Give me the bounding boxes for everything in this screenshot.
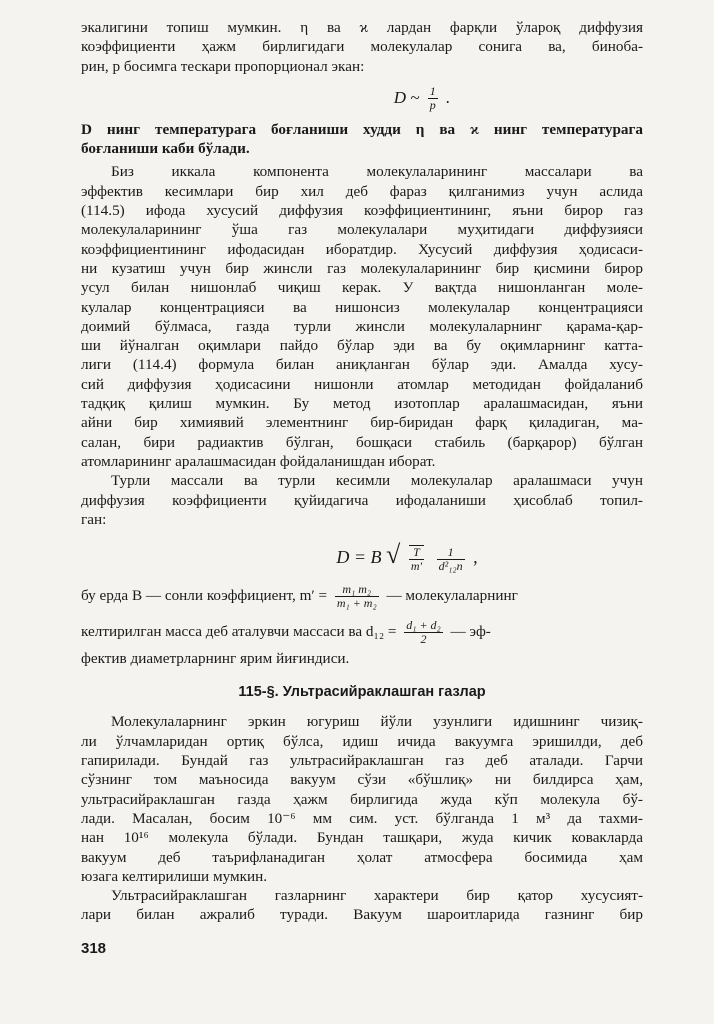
text-line: коэффициенти ҳажм бирлигидаги молекулалар сонига ва, бинобa- (81, 38, 643, 56)
formula-lhs: D ~ (393, 87, 420, 107)
text-line: экалигини топиш мумкин. η ва ϰ лардан фарқли ўлароқ диффузия (81, 19, 643, 36)
diameter-fraction (404, 619, 442, 646)
text-line: салан, бири радиактив бўлган, бошқаси стабиль (барқарор) бўлган (81, 433, 643, 451)
text-line: ши йўналган оқимлари пайдо бўлар эди ва бу оқимларнинг катта- (81, 337, 643, 355)
paragraph-4 (81, 471, 643, 529)
text-line: (114.5) ифода хусусий диффузия коэффициентининг, яъни бирор газ (81, 202, 643, 220)
text-line: коэффициентининг ифодасидан иборатдир. Хусусий диффузия ҳодисаси- (81, 240, 643, 258)
fraction-denominator: m′ (410, 559, 423, 573)
fraction-denominator: 2 (420, 632, 427, 647)
text-line: диффузия коэффициенти қуйидагича ифодаланиши ҳисоблаб топил- (81, 491, 643, 509)
text-line: ни кузатиш учун бир жинсли газ молекулаларининг бир қисмини бирор (81, 259, 643, 277)
formula-lhs: D = B (336, 547, 382, 568)
text-line: боғланиши каби бўлади. (81, 140, 250, 158)
text-span: — эф- (450, 623, 491, 641)
fraction-denominator: m₁ + m₂ (336, 596, 377, 611)
text-line: фектив диаметрларнинг ярим йиғиндиси. (81, 650, 350, 668)
paragraph-6 (81, 712, 643, 886)
text-line: айни бир химиявий элементнинг бир-биридан фарқ қиладиган, ма- (81, 414, 643, 432)
text-line: доимий бўлмаса, газда турли жинсли молекулаларнинг қарама-қар- (81, 317, 643, 335)
formula-tail: . (445, 87, 451, 107)
text-line: кулалар концентрацияси ва нишонсиз молекулалар концентрацияси (81, 298, 643, 316)
text-line: лади. Масалан, босим 10⁻⁶ мм сим. уст. бўлганда 1 м³ да тахми- (81, 809, 643, 827)
sqrt-icon: √ (386, 540, 401, 570)
fraction-numerator: m₁ m₂ (335, 583, 379, 597)
text-line: атомларининг аралашмасидан фойдаланишдан иборат. (81, 452, 436, 470)
formula-d-proportional (201, 76, 643, 120)
text-span: келтирилган масса деб аталувчи массаси ва d₁₂ = (81, 623, 397, 641)
paragraph-5 (81, 581, 643, 668)
page-body (81, 18, 643, 925)
text-line: эффектив кесимлари бир хил деб фараз қилганимиз учун аслида (81, 182, 643, 200)
text-line: ли ўлчамларидан ортиқ бўлса, идиш ичида вакуумга эришилди, деб (81, 732, 643, 750)
text-line: ган: (81, 510, 107, 528)
text-line: Молекулаларнинг эркин югуриш йўли узунлиги идишнинг чизиқ- (111, 713, 643, 731)
fraction-denominator: d²₁₂n (438, 558, 463, 573)
text-line: вакуум деб таърифланадиган ҳолат атмосфера босимида ҳам (81, 848, 643, 866)
formula-fraction (437, 546, 465, 573)
text-line: нан 10¹⁶ молекула бўлади. Бундан ташқари, жуда кичик ковакларда (81, 829, 643, 847)
text-line: Турли массали ва турли кесимли молекулалар аралашмаси учун (111, 472, 643, 490)
text-line: сўзнинг том маъносида вакуум сўзи «бўшлиқ» ни билдирса ҳам, (81, 771, 643, 789)
text-line: Биз иккала компонента молекулаларининг массалари ва (111, 163, 643, 181)
fraction-numerator: d₁ + d₂ (406, 618, 441, 633)
text-span: — молекулаларнинг (386, 587, 518, 605)
text-line (81, 617, 643, 647)
text-line: ультрасийраклашган газда ҳажм бирлигида жуда кўп молекула бў- (81, 790, 643, 808)
text-line: юзага келтирилиши мумкин. (81, 867, 268, 885)
paragraph-3 (81, 162, 643, 471)
root-fraction (409, 545, 424, 573)
text-line: сий диффузия ҳодисасини нишонли атомлар методидан фойдаланиб (81, 375, 643, 393)
text-line: лиги (114.4) формула билан аниқланган бўлар эди. Амалда хусу- (81, 356, 643, 374)
fraction-numerator: T (409, 546, 424, 560)
text-line: гапирилади. Бундай газ ультрасийраклашган газ деб аталади. Гарчи (81, 752, 643, 770)
text-line: лари билан ажралиб туради. Вакуум шароитларида газнинг бир (81, 906, 643, 924)
paragraph-7 (81, 886, 643, 925)
reduced-mass-fraction (335, 583, 379, 610)
fraction-numerator: 1 (429, 84, 436, 99)
fraction-denominator: p (429, 98, 436, 113)
formula-fraction (428, 85, 438, 112)
text-line: усул билан нишонлаб чиқиш керак. У вақтда нишонланган моле- (81, 279, 643, 297)
paragraph-1 (81, 18, 643, 76)
section-heading: 115-§. Ультрасийраклашган газлар (238, 684, 486, 701)
paragraph-2 (81, 120, 643, 159)
fraction-numerator: 1 (437, 546, 465, 560)
text-line: D нинг температурага боғланиши худди η ва ϰ нинг температурага (81, 120, 643, 138)
text-line: тадқиқ қилиш мумкин. Бу метод изотоплар аралашмасидан, яъни (81, 395, 643, 413)
formula-tail: , (473, 547, 478, 568)
text-span: бу ерда B — сонли коэффициент, m′ = (81, 587, 328, 605)
formula-diffusion-coefficient (171, 529, 643, 581)
text-line: молекулаларининг ўша газ молекулалари муҳитидаги диффузияси (81, 221, 643, 239)
text-line: рин, p босимга тескари пропорционал экан: (81, 57, 365, 75)
text-line (81, 581, 643, 611)
page-number: 318 (81, 940, 107, 957)
text-line: Ультрасийраклашган газларнинг характери бир қатор хусусият- (111, 887, 643, 905)
